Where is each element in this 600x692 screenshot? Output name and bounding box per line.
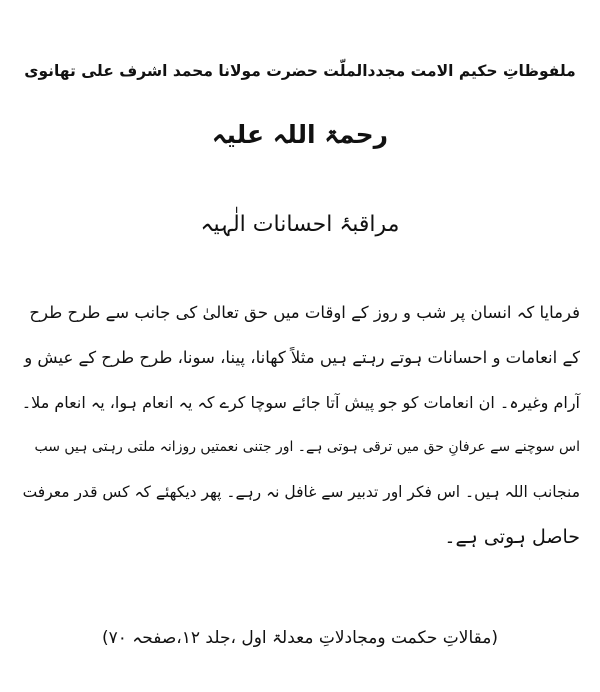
- body-line: اس سوچنے سے عرفانِ حق میں ترقی ہوتی ہے۔ اور جتنی نعمتیں روزانہ ملتی رہتی ہیں سب: [34, 439, 580, 455]
- body-line: آرام وغیرہ۔ ان انعامات کو جو پیش آتا جائے سوچا کرے کہ یہ انعام ہوا، یہ انعام ملا۔: [21, 393, 580, 412]
- body-line: حاصل ہوتی ہے۔: [444, 526, 580, 548]
- body-line: کے انعامات و احسانات ہوتے رہتے ہیں مثلاً کھانا، پینا، سونا، طرح طرح کے عیش و: [24, 348, 580, 367]
- section-heading: مراقبۂ احسانات الٰہیہ: [200, 212, 400, 237]
- body-line: فرمایا کہ انسان پر شب و روز کے اوقات میں حق تعالیٰ کی جانب سے طرح طرح: [29, 303, 580, 322]
- source-reference: (مقالاتِ حکمت ومجادلاتِ معدلۃ اول ،جلد ۱۲،صفحہ ۷۰): [101, 628, 499, 648]
- body-paragraph: [22, 290, 580, 560]
- page-title-honorific: رحمۃ اللہ علیہ: [211, 120, 389, 149]
- page-title: ملفوظاتِ حکیم الامت مجددالملّت حضرت مولانا محمد اشرف علی تھانوی: [24, 62, 576, 80]
- body-line: منجانب اللہ ہیں۔ اس فکر اور تدبیر سے غافل نہ رہے۔ پھر دیکھئے کہ کس قدر معرفت: [22, 483, 580, 501]
